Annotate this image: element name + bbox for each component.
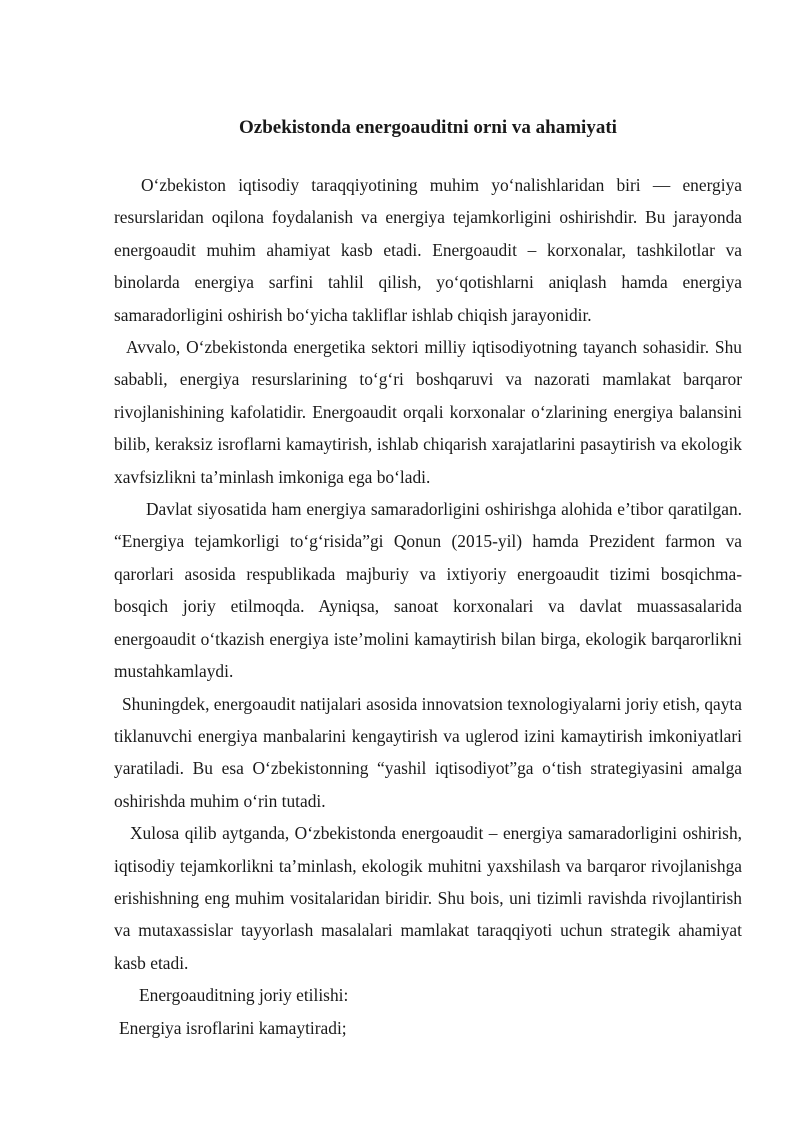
paragraph-conclusion: Xulosa qilib aytganda, O‘zbekistonda energoaudit – energiya samaradorligini oshirish, iqtisodiy tejamkorlikni ta’minlash, ekologik muhitni yaxshilash va barqaror rivojlanishga erishishning eng muhim vositalaridan biridir. Shu bois, uni tizimli ravishda rivojlantirish va mutaxassislar tayyorlash masalalari mamlakat taraqqiyoti uchun strategik ahamiyat kasb etadi.: [114, 823, 742, 973]
paragraph-energy-sector: Avvalo, O‘zbekistonda energetika sektori milliy iqtisodiyotning tayanch sohasidir. Shu sababli, energiya resurslarining to‘g‘ri boshqaruvi va nazorati mamlakat barqaror rivojlanishining kafolatidir. Energoaudit orqali korxonalar o‘zlarining energiya balansini bilib, keraksiz isroflarni kamaytirish, ishlab chiqarish xarajatlarini pasaytirish va ekologik xavfsizlikni ta’minlash imkoniga ega bo‘ladi.: [114, 337, 742, 487]
document-page: [114, 112, 742, 1044]
paragraph-state-policy: Davlat siyosatida ham energiya samaradorligini oshirishga alohida e’tibor qaratilgan. “Energiya tejamkorligi to‘g‘risida”gi Qonun (2015-yil) hamda Prezident farmon va qarorlari asosida respublikada majburiy va ixtiyoriy energoaudit tizimi bosqichma-bosqich joriy etilmoqda. Ayniqsa, sanoat korxonalari va davlat muassasalarida energoaudit o‘tkazish energiya iste’molini kamaytirish bilan birga, ekologik barqarorlikni mustahkamlaydi.: [114, 499, 742, 682]
list-heading: Energoauditning joriy etilishi:: [139, 985, 349, 1006]
paragraph-innovation: Shuningdek, energoaudit natijalari asosida innovatsion texnologiyalarni joriy etish, qayta tiklanuvchi energiya manbalarini kengaytirish va uglerod izini kamaytirish imkoniyatlari yaratiladi. Bu esa O‘zbekistonning “yashil iqtisodiyot”ga o‘tish strategiyasini amalga oshirishda muhim o‘rin tutadi.: [114, 693, 742, 811]
list-item: Energiya isroflarini kamaytiradi;: [119, 1017, 347, 1038]
paragraph-intro: O‘zbekiston iqtisodiy taraqqiyotining muhim yo‘nalishlaridan biri — energiya resurslaridan oqilona foydalanish va energiya tejamkorligini oshirishdir. Bu jarayonda energoaudit muhim ahamiyat kasb etadi. Energoaudit – korxonalar, tashkilotlar va binolarda energiya sarfini tahlil qilish, yo‘qotishlarni aniqlash hamda energiya samaradorligini oshirish bo‘yicha takliflar ishlab chiqish jarayonidir.: [114, 175, 742, 325]
document-title: Ozbekistonda energoauditni orni va ahamiyati: [239, 117, 617, 138]
